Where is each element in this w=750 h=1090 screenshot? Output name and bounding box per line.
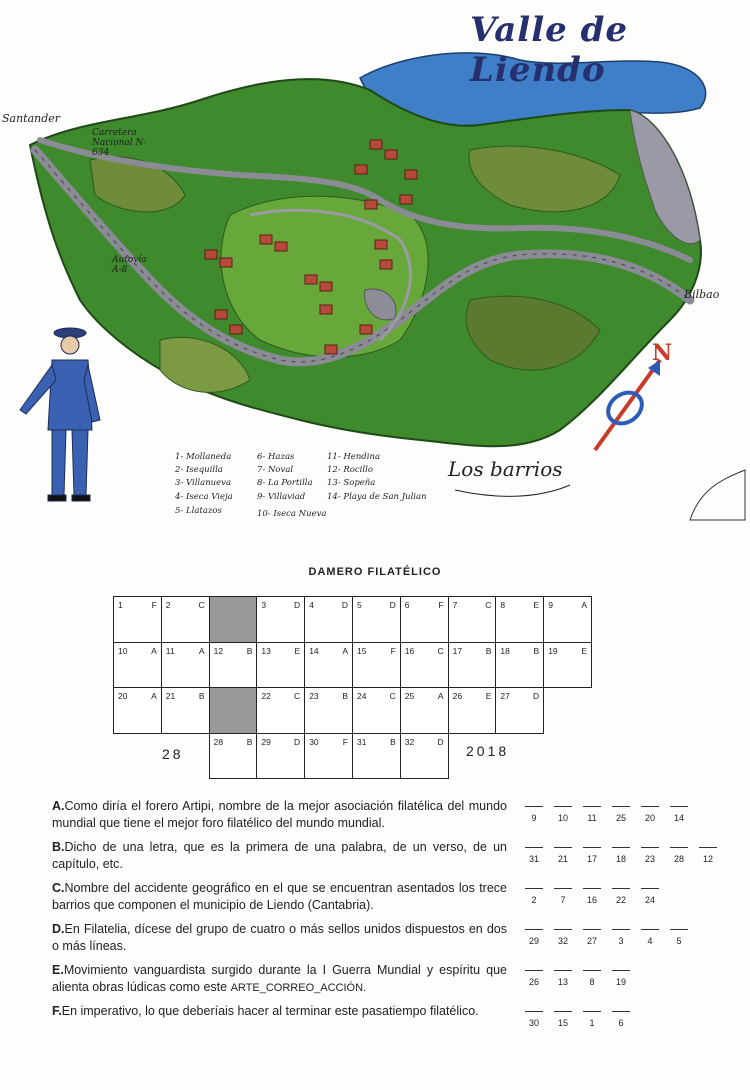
answer-slot-number: 25: [615, 813, 626, 823]
crossword-cell[interactable]: [256, 733, 305, 780]
clue-body: En imperativo, lo que deberíais hacer al terminar este pasatiempo filatélico.: [61, 1004, 479, 1018]
crossword-cell[interactable]: [400, 596, 449, 643]
answer-line: [612, 847, 630, 848]
crossword-cell[interactable]: [304, 596, 353, 643]
answer-slot[interactable]: [609, 806, 633, 823]
cell-letter: D: [341, 600, 348, 610]
answer-slot[interactable]: [551, 1011, 575, 1028]
crossword-cell[interactable]: [256, 687, 305, 734]
answer-slot[interactable]: [551, 847, 575, 864]
answer-slot[interactable]: [551, 929, 575, 946]
answer-slot-number: 11: [587, 813, 597, 823]
answer-slot-number: 15: [557, 1018, 568, 1028]
crossword-cell[interactable]: [113, 596, 162, 643]
clue-letter: F.: [52, 1004, 62, 1018]
cell-letter: A: [437, 691, 444, 701]
crossword-cell[interactable]: [495, 596, 544, 643]
clue-text: [52, 798, 507, 832]
cell-letter: B: [485, 645, 492, 656]
cell-number: 10: [118, 645, 128, 656]
barrios-underline: [455, 485, 570, 496]
crossword-cell[interactable]: [304, 687, 353, 734]
answer-slot[interactable]: [609, 888, 633, 905]
cell-letter: C: [437, 645, 444, 656]
answer-line: [612, 1011, 630, 1012]
answer-line: [554, 847, 572, 848]
cell-letter: C: [198, 600, 205, 610]
crossword-cell[interactable]: [352, 596, 401, 643]
crossword-grid: [113, 596, 592, 779]
cell-number: 30: [309, 736, 319, 747]
answer-slot[interactable]: [580, 847, 604, 864]
answer-line: [554, 806, 572, 807]
cell-number: 32: [404, 736, 415, 747]
answer-slot[interactable]: [609, 847, 633, 864]
answer-line: [525, 1011, 543, 1012]
clue-letter: C.: [52, 881, 65, 895]
answer-line: [641, 888, 659, 889]
answer-slot-number: 21: [557, 854, 568, 864]
crossword-cell[interactable]: [304, 642, 353, 689]
clue-body: Como diría el forero Artipi, nombre de la mejor asociación filatélica del mundo mundial que tiene el mejor foro filatélico del mundo mundial.: [52, 799, 507, 830]
answer-line: [525, 888, 543, 889]
clue-letter: A.: [52, 799, 65, 813]
cell-number: 26: [452, 691, 463, 701]
cell-letter: F: [390, 645, 396, 656]
legend-item: 8- La Portilla: [257, 478, 313, 488]
answer-slot-number: 8: [589, 977, 595, 987]
crossword-cell[interactable]: [543, 596, 592, 643]
cell-letter: A: [151, 691, 157, 701]
cell-letter: B: [342, 691, 348, 701]
crossword-cell[interactable]: [209, 642, 258, 689]
crossword-cell[interactable]: [161, 687, 210, 734]
legend-item: 10- Iseca Nueva: [257, 509, 327, 519]
answer-slot-number: 30: [528, 1018, 539, 1028]
legend-item: 13- Sopeña: [327, 478, 376, 488]
crossword-cell[interactable]: [161, 642, 210, 689]
cell-letter: D: [294, 600, 301, 610]
place-santander: Santander: [2, 112, 61, 125]
answer-line: [670, 929, 688, 930]
clue-body: Dicho de una letra, que es la primera de una palabra, de un verso, de un capítulo, etc.: [52, 840, 507, 871]
answer-slot[interactable]: [638, 806, 662, 823]
cell-number: 3: [261, 600, 267, 610]
answer-line: [670, 847, 688, 848]
answer-slot[interactable]: [522, 970, 546, 987]
answer-line: [641, 929, 659, 930]
crossword-cell[interactable]: [495, 687, 544, 734]
cell-letter: F: [151, 600, 157, 610]
central-fields: [221, 196, 428, 357]
clue-body: Nombre del accidente geográfico en el que se encuentran asentados los trece barrios que componen el municipio de Liendo (Cantabria).: [52, 881, 507, 912]
clue-text: [52, 1003, 507, 1020]
legend-item: 4- Iseca Vieja: [175, 492, 233, 502]
cell-letter: C: [485, 600, 492, 610]
compass-north: N: [652, 340, 673, 366]
answer-line: [583, 970, 601, 971]
map-illustration: [0, 0, 750, 530]
legend-item: 9- Villaviad: [257, 492, 306, 502]
cell-number: 2: [165, 600, 171, 610]
cell-letter: B: [198, 691, 205, 701]
hills: [690, 470, 745, 520]
cell-letter: C: [389, 691, 396, 701]
answer-slot[interactable]: [522, 1011, 546, 1028]
answer-slot-number: 18: [615, 854, 626, 864]
clue-letter: D.: [52, 922, 65, 936]
answer-line: [525, 929, 543, 930]
cell-letter: F: [438, 600, 444, 610]
answer-slot-number: 14: [673, 813, 684, 823]
answer-slot-number: 16: [586, 895, 597, 905]
cell-letter: A: [342, 645, 348, 656]
answer-slot[interactable]: [551, 970, 575, 987]
crossword-cell[interactable]: [495, 642, 544, 689]
cell-letter: A: [151, 645, 157, 656]
answer-line: [525, 847, 543, 848]
crossword-cell[interactable]: [256, 642, 305, 689]
crossword-cell[interactable]: [113, 687, 162, 734]
crossword-cell[interactable]: [400, 733, 449, 780]
crossword-cell[interactable]: [448, 687, 497, 734]
answer-line: [670, 806, 688, 807]
answer-slot-number: 29: [528, 936, 539, 946]
clue-text: [52, 880, 507, 914]
cell-number: 16: [404, 645, 415, 656]
answer-slot-number: 26: [528, 977, 539, 987]
cell-number: 17: [452, 645, 463, 656]
cell-letter: E: [294, 645, 301, 656]
answer-slot[interactable]: [522, 806, 546, 823]
cell-letter: B: [533, 645, 540, 656]
answer-slot-number: 20: [644, 813, 655, 823]
cell-number: 7: [452, 600, 458, 610]
answer-line: [525, 806, 543, 807]
side-number-right: 2018: [466, 743, 510, 759]
cell-number: 6: [404, 600, 410, 610]
crossword-cell[interactable]: [352, 642, 401, 689]
cell-letter: B: [390, 736, 396, 747]
cell-number: 20: [118, 691, 128, 701]
answer-slot-number: 19: [615, 977, 626, 987]
crossword-cell[interactable]: [448, 642, 497, 689]
answer-slot[interactable]: [551, 806, 575, 823]
answer-slot-number: 5: [676, 936, 682, 946]
answer-slot[interactable]: [667, 847, 691, 864]
cell-letter: D: [389, 600, 396, 610]
guard-figure: [20, 328, 100, 501]
clue-body: Movimiento vanguardista surgido durante la I Guerra Mundial y espíritu que alienta obras lúdicas como este: [52, 963, 507, 994]
answer-line: [612, 806, 630, 807]
cell-number: 24: [357, 691, 367, 701]
answer-line: [641, 847, 659, 848]
answer-slot-number: 24: [644, 895, 655, 905]
cell-number: 8: [500, 600, 506, 610]
cell-number: 11: [165, 645, 175, 656]
answer-line: [699, 847, 717, 848]
answer-slot[interactable]: [522, 929, 546, 946]
answer-line: [554, 929, 572, 930]
answer-line: [554, 970, 572, 971]
legend-item: 5- Llatazos: [175, 506, 222, 516]
answer-slot[interactable]: [638, 929, 662, 946]
answer-slot-number: 17: [586, 854, 597, 864]
crossword-black-cell: [209, 596, 258, 643]
answer-slot-number: 4: [647, 936, 653, 946]
answer-slot-number: 13: [557, 977, 568, 987]
cell-letter: A: [198, 645, 205, 656]
answer-line: [554, 888, 572, 889]
crossword-cell[interactable]: [256, 596, 305, 643]
cell-letter: D: [533, 691, 540, 701]
crossword-title: DAMERO FILATÉLICO: [308, 566, 442, 578]
cell-letter: A: [581, 600, 587, 610]
answer-slot[interactable]: [638, 847, 662, 864]
legend-item: 12- Rocillo: [327, 465, 373, 475]
clue-text: [52, 962, 507, 997]
answer-slot-number: 23: [644, 854, 655, 864]
answer-slot-number: 7: [560, 895, 566, 905]
cell-number: 31: [357, 736, 367, 747]
answer-slot[interactable]: [609, 1011, 633, 1028]
crossword-cell[interactable]: [352, 733, 401, 780]
answer-line: [612, 970, 630, 971]
answer-slot[interactable]: [551, 888, 575, 905]
answer-slot[interactable]: [696, 847, 720, 864]
answer-line: [554, 1011, 572, 1012]
cell-letter: D: [437, 736, 444, 747]
legend-item: 11- Hendina: [327, 452, 381, 462]
crossword-cell[interactable]: [113, 642, 162, 689]
cell-number: 14: [309, 645, 319, 656]
answer-slot[interactable]: [522, 847, 546, 864]
legend-item: 2- Isequilla: [175, 465, 223, 475]
legend: [175, 452, 445, 524]
cell-letter: E: [485, 691, 492, 701]
answer-slot-number: 2: [531, 895, 537, 905]
cell-number: 12: [213, 645, 224, 656]
place-bilbao: Bilbao: [684, 288, 720, 301]
answer-slot-number: 3: [618, 936, 624, 946]
answer-slot[interactable]: [638, 888, 662, 905]
answer-slot-number: 32: [557, 936, 568, 946]
answer-slot-number: 10: [557, 813, 568, 823]
answer-slot-number: 27: [586, 936, 597, 946]
answer-line: [583, 888, 601, 889]
answer-line: [612, 888, 630, 889]
answer-slot[interactable]: [667, 929, 691, 946]
legend-item: 14- Playa de San Julian: [327, 492, 427, 502]
cell-number: 29: [261, 736, 271, 747]
crossword-cell[interactable]: [400, 687, 449, 734]
cell-number: 22: [261, 691, 271, 701]
legend-item: 6- Hazas: [257, 452, 295, 462]
answer-line: [583, 806, 601, 807]
crossword-cell[interactable]: [304, 733, 353, 780]
clue-extra: ARTE_CORREO_ACCIÓN.: [230, 982, 367, 994]
cell-number: 25: [404, 691, 415, 701]
cell-number: 18: [500, 645, 510, 656]
answer-line: [583, 929, 601, 930]
answer-line: [583, 847, 601, 848]
cell-letter: E: [581, 645, 587, 656]
place-autovia: Autovía A-8: [112, 255, 147, 275]
answer-slot-number: 6: [618, 1018, 624, 1028]
cell-number: 15: [357, 645, 367, 656]
cell-letter: D: [294, 736, 301, 747]
cell-number: 19: [548, 645, 558, 656]
cell-letter: F: [342, 736, 348, 747]
crossword-cell[interactable]: [161, 596, 210, 643]
answer-line: [525, 970, 543, 971]
cell-number: 5: [357, 600, 362, 610]
answer-slot[interactable]: [580, 806, 604, 823]
answer-line: [583, 1011, 601, 1012]
answer-line: [641, 806, 659, 807]
clue-body: En Filatelia, dícese del grupo de cuatro o más sellos unidos dispuestos en dos o más líneas.: [52, 922, 507, 953]
answer-slot-number: 12: [702, 854, 713, 864]
side-number-left: 28: [162, 746, 184, 762]
clue-letter: E.: [52, 963, 64, 977]
cell-number: 9: [548, 600, 553, 610]
cell-letter: B: [246, 645, 253, 656]
legend-item: 7- Noval: [257, 465, 294, 475]
cell-number: 4: [309, 600, 314, 610]
map-title: Valle de Liendo: [470, 10, 628, 90]
answer-slot[interactable]: [580, 1011, 604, 1028]
answer-slot[interactable]: [580, 970, 604, 987]
clue-text: [52, 921, 507, 955]
cell-number: 13: [261, 645, 271, 656]
answer-slot[interactable]: [522, 888, 546, 905]
place-carretera: Carretera Nacional N-634: [92, 128, 147, 158]
cell-number: 27: [500, 691, 510, 701]
answer-slot-number: 28: [673, 854, 684, 864]
answer-slot[interactable]: [580, 929, 604, 946]
answer-slot[interactable]: [580, 888, 604, 905]
cell-number: 28: [213, 736, 224, 747]
answer-slot-number: 9: [531, 813, 537, 823]
cell-letter: E: [533, 600, 540, 610]
answer-line: [612, 929, 630, 930]
cell-letter: B: [246, 736, 253, 747]
answer-slot[interactable]: [609, 929, 633, 946]
barrios-label: Los barrios: [448, 457, 563, 481]
crossword-cell[interactable]: [448, 596, 497, 643]
legend-item: 3- Villanueva: [175, 478, 232, 488]
cell-number: 1: [118, 600, 123, 610]
answer-slot-number: 31: [528, 854, 539, 864]
clue-text: [52, 839, 507, 873]
crossword-cell[interactable]: [543, 642, 592, 689]
crossword-cell[interactable]: [352, 687, 401, 734]
answer-slot[interactable]: [667, 806, 691, 823]
crossword-cell[interactable]: [400, 642, 449, 689]
crossword-black-cell: [209, 687, 258, 734]
answer-slot-number: 1: [589, 1018, 595, 1028]
cell-number: 23: [309, 691, 319, 701]
cell-number: 21: [165, 691, 176, 701]
crossword-cell[interactable]: [209, 733, 258, 780]
answer-slot-number: 22: [615, 895, 626, 905]
clue-letter: B.: [52, 840, 65, 854]
answer-slot[interactable]: [609, 970, 633, 987]
cell-letter: C: [294, 691, 301, 701]
legend-item: 1- Mollaneda: [175, 452, 232, 462]
